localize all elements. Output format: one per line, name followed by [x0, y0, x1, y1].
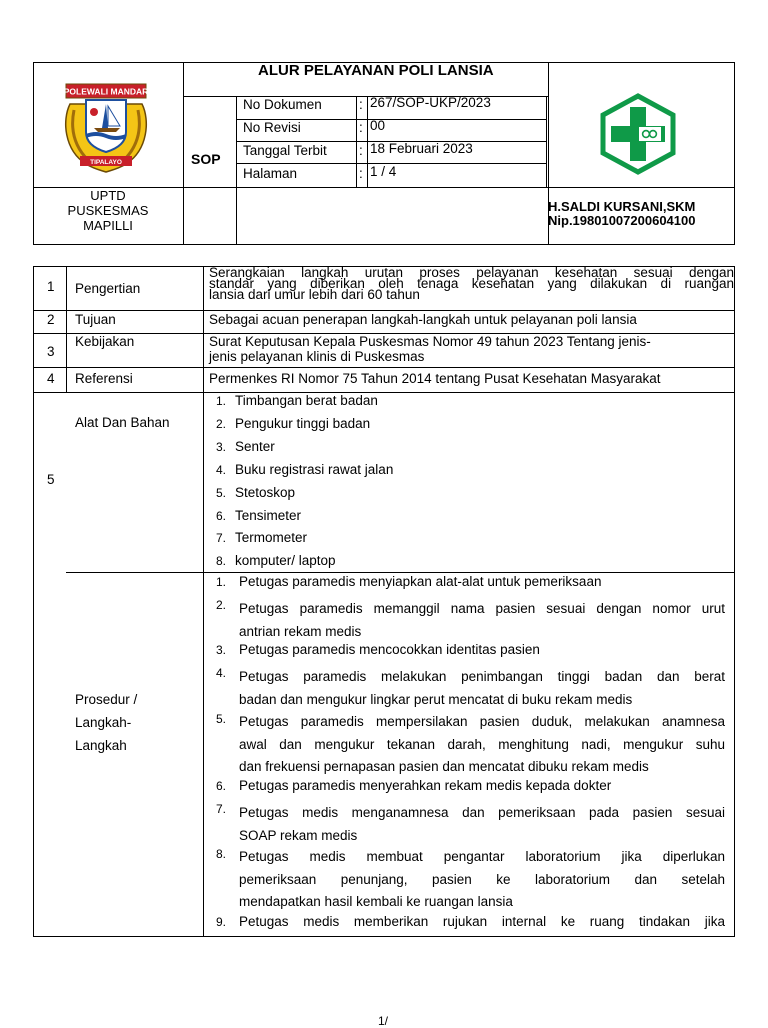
list-number: 4. — [215, 463, 226, 477]
signer-nip: Nip.19801007200604100 — [548, 213, 696, 228]
svg-text:TIPALAYO: TIPALAYO — [90, 159, 122, 166]
row-content-kebijakan: Surat Keputusan Kepala Puskesmas Nomor 49 tahun 2023 Tentang jenis- jenis pelayanan klinis di Puskesmas — [209, 334, 651, 364]
org-name: UPTD PUSKESMAS MAPILLI — [67, 188, 149, 233]
row-number: 2 — [47, 312, 55, 327]
step-number: 3. — [215, 643, 226, 657]
row-number: 4 — [47, 371, 55, 386]
step-item: Petugas paramedis memanggil nama pasien sesuai dengan nomor urut antrian rekam medis — [239, 601, 725, 639]
document-title: ALUR PELAYANAN POLI LANSIA — [258, 62, 494, 79]
meta-colon: : — [359, 143, 363, 158]
row-label-tujuan: Tujuan — [75, 312, 116, 327]
list-number: 6. — [215, 509, 226, 523]
list-item: Timbangan berat badan — [235, 393, 378, 408]
step-number: 1. — [215, 575, 226, 589]
list-number: 5. — [215, 486, 226, 500]
step-number: 6. — [215, 779, 226, 793]
meta-label-tanggal-terbit: Tanggal Terbit — [243, 143, 327, 158]
row-label-prosedur: Prosedur / Langkah- Langkah — [75, 692, 138, 753]
meta-label-no-revisi: No Revisi — [243, 120, 301, 135]
row-content-referensi: Permenkes RI Nomor 75 Tahun 2014 tentang Pusat Kesehatan Masyarakat — [209, 371, 661, 386]
svg-text:POLEWALI MANDAR: POLEWALI MANDAR — [63, 86, 149, 97]
meta-colon: : — [359, 166, 363, 181]
polewali-mandar-crest-logo — [58, 80, 154, 176]
row-number: 3 — [47, 344, 55, 359]
step-number: 7. — [215, 802, 226, 816]
list-number: 8. — [215, 554, 226, 568]
row-label-referensi: Referensi — [75, 371, 133, 386]
meta-colon: : — [359, 120, 363, 135]
meta-value-halaman: 1 / 4 — [370, 164, 397, 179]
list-item: komputer/ laptop — [235, 553, 336, 568]
row-content-pengertian: Serangkaian langkah urutan proses pelayanan kesehatan sesuai dengan standar yang diberikan oleh tenaga kesehatan yang dilakukan di ruangan lansia dari umur lebih dari 60 tahun — [209, 265, 734, 302]
list-item: Termometer — [235, 530, 308, 545]
page-number: 1/ — [378, 1014, 389, 1028]
step-number: 2. — [215, 598, 226, 612]
row-label-kebijakan: Kebijakan — [75, 334, 135, 349]
row-label-alat-dan-bahan: Alat Dan Bahan — [75, 415, 170, 430]
puskesmas-logo — [599, 93, 677, 175]
meta-value-no-dokumen: 267/SOP-UKP/2023 — [370, 95, 491, 110]
list-number: 3. — [215, 440, 226, 454]
sop-label: SOP — [191, 151, 221, 167]
step-item: Petugas paramedis menyerahkan rekam medis kepada dokter — [239, 778, 612, 793]
step-item: Petugas paramedis mempersilakan pasien duduk, melakukan anamnesa awal dan mengukur tekanan darah, menghitung nadi, mengukur suhu dan frekuensi pernapasan pasien dan mencatat dibuku rekam medis — [239, 714, 725, 774]
meta-value-tanggal-terbit: 18 Februari 2023 — [370, 141, 473, 156]
list-number: 7. — [215, 531, 226, 545]
meta-value-no-revisi: 00 — [370, 118, 386, 133]
signer-name: H.SALDI KURSANI,SKM — [548, 199, 696, 214]
step-number: 4. — [215, 666, 226, 680]
row-number: 1 — [47, 279, 55, 294]
list-item: Stetoskop — [235, 485, 296, 500]
list-number: 2. — [215, 417, 226, 431]
list-item: Tensimeter — [235, 508, 302, 523]
list-item: Pengukur tinggi badan — [235, 416, 371, 431]
step-number: 8. — [215, 847, 226, 861]
row-content-tujuan: Sebagai acuan penerapan langkah-langkah untuk pelayanan poli lansia — [209, 312, 637, 327]
step-item: Petugas paramedis melakukan penimbangan tinggi badan dan berat badan dan mengukur lingkar perut mencatat di buku rekam medis — [239, 669, 725, 707]
step-item: Petugas paramedis mencocokkan identitas pasien — [239, 642, 540, 657]
step-number: 9. — [215, 915, 226, 929]
step-item: Petugas medis memberikan rujukan internal ke ruang tindakan jika — [239, 914, 725, 929]
meta-label-halaman: Halaman — [243, 166, 298, 181]
step-item: Petugas medis membuat pengantar laboratorium jika diperlukan pemeriksaan penunjang, pasien ke laboratorium dan setelah mendapatkan hasil kembali ke ruangan lansia — [239, 849, 725, 909]
row-label-pengertian: Pengertian — [75, 281, 141, 296]
row-number: 5 — [47, 472, 55, 487]
step-number: 5. — [215, 712, 226, 726]
list-item: Senter — [235, 439, 275, 454]
meta-label-no-dokumen: No Dokumen — [243, 97, 322, 112]
list-item: Buku registrasi rawat jalan — [235, 462, 394, 477]
step-item: Petugas medis menganamnesa dan pemeriksaan pada pasien sesuai SOAP rekam medis — [239, 805, 725, 843]
list-number: 1. — [215, 394, 226, 408]
meta-colon: : — [359, 97, 363, 112]
step-item: Petugas paramedis menyiapkan alat-alat untuk pemeriksaan — [239, 574, 602, 589]
